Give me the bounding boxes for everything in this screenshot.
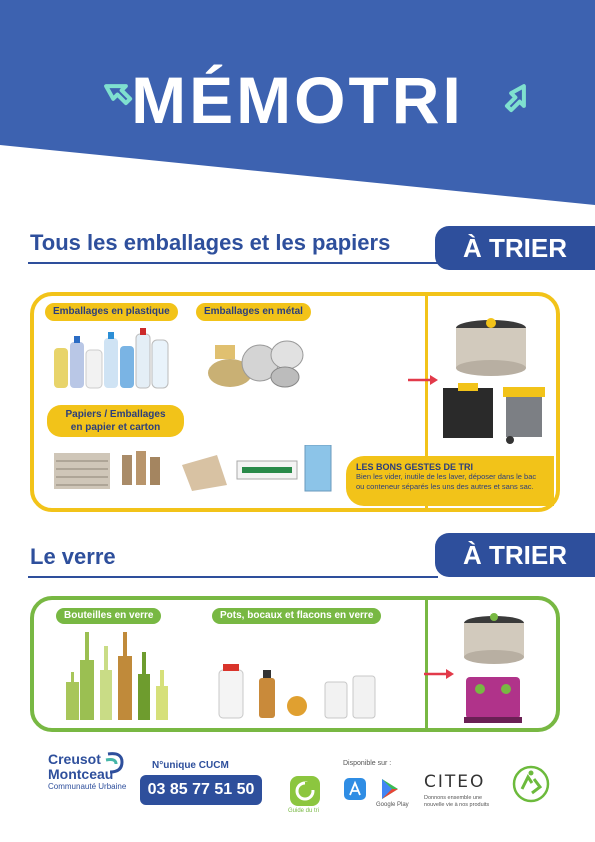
app-store-icon[interactable] [344, 778, 366, 800]
logo-line1: Creusot [48, 751, 101, 767]
glass-divider [425, 598, 428, 730]
citeo-logo: CITEO [424, 772, 486, 792]
app-name: Guide du tri [288, 808, 320, 814]
glass-bottles-image [58, 630, 178, 722]
page-title: MÉMOTRI [131, 63, 464, 137]
guide-du-tri-app-icon[interactable] [290, 776, 320, 806]
number-label: N°unique CUCM [152, 760, 229, 771]
section-glass-underline [28, 576, 438, 578]
recycle-arrow-left-icon [98, 78, 134, 114]
section-glass-title: Le verre [30, 544, 116, 569]
cucm-logo-icon [104, 750, 126, 776]
section-packaging-title: Tous les emballages et les papiers [30, 230, 391, 255]
label-paper-line2: en papier et carton [70, 422, 161, 433]
section-packaging-badge: À TRIER [435, 226, 595, 270]
google-play-label: Google Play [376, 802, 409, 808]
glass-jars-image [215, 662, 390, 720]
logo-line2: Montceau [48, 766, 114, 782]
phone-number[interactable]: 03 85 77 51 50 [140, 775, 262, 805]
sorting-tip-title: LES BONS GESTES DE TRI [356, 462, 474, 472]
app-store-a-icon [344, 778, 366, 800]
app-logo-icon [290, 776, 320, 806]
sorting-tip-box [346, 456, 554, 506]
google-play-icon[interactable] [380, 778, 400, 800]
section-packaging-underline [28, 262, 438, 264]
metal-cans-image [205, 333, 310, 391]
logo-subtitle: Communauté Urbaine [48, 782, 127, 791]
label-paper-line1: Papiers / Emballages [65, 409, 166, 420]
plastic-bottles-image [50, 328, 175, 390]
label-paper [47, 405, 184, 437]
glass-bins-image [460, 605, 530, 727]
red-arrow-icon [408, 374, 438, 386]
sorting-tip-body: Bien les vider, inutile de les laver, déposer dans le bac ou conteneur séparés les uns des autres et sans sac. [356, 472, 537, 491]
packaging-bins-image [438, 303, 553, 453]
red-arrow-glass-icon [424, 668, 454, 680]
triman-recycle-icon [512, 765, 550, 803]
label-glass-jars: Pots, bocaux et flacons en verre [212, 608, 381, 624]
label-metal: Emballages en métal [196, 303, 311, 321]
paper-cardboard-image [52, 445, 337, 495]
available-on: Disponible sur : [343, 760, 392, 767]
recycle-arrow-right-icon [496, 78, 532, 114]
label-glass-bottles: Bouteilles en verre [56, 608, 161, 624]
label-plastic: Emballages en plastique [45, 303, 178, 321]
section-glass-badge: À TRIER [435, 533, 595, 577]
citeo-tagline: Donnons ensemble une nouvelle vie à nos produits [424, 795, 490, 808]
